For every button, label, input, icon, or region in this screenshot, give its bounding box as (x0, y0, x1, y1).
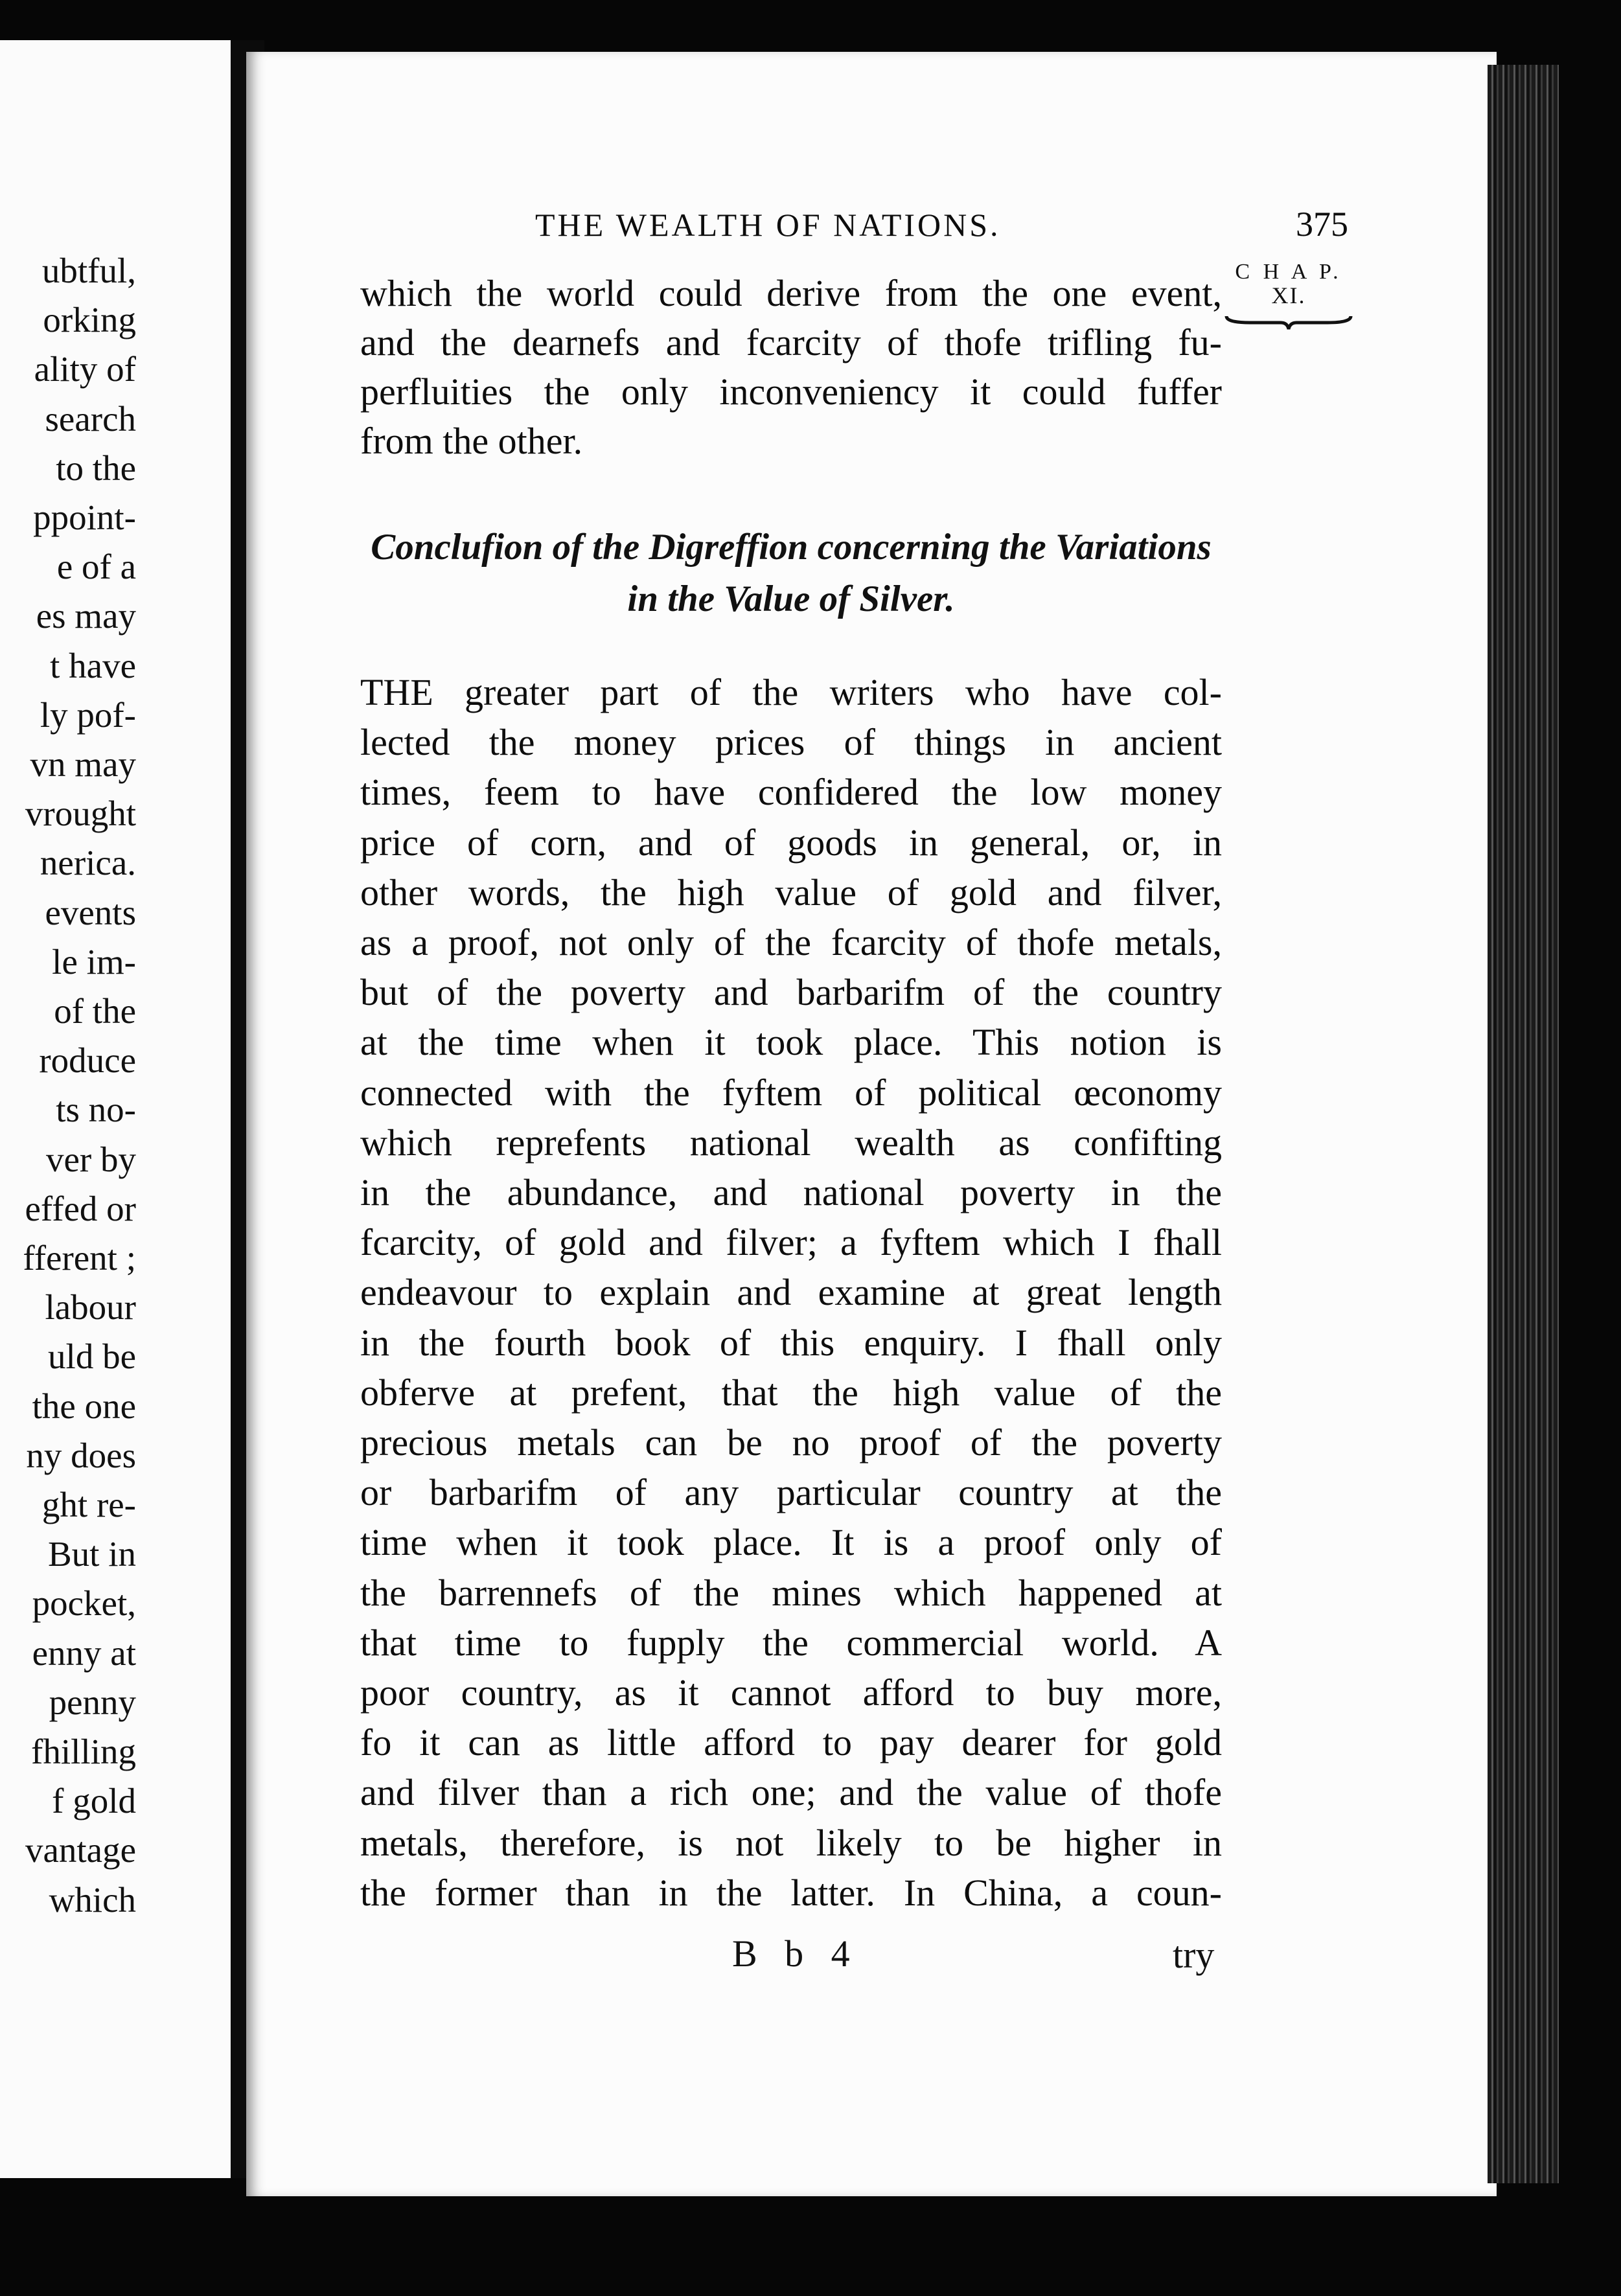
left-page-line: nerica. (40, 843, 136, 883)
body-line: and the dearnefs and fcarcity of thofe trifling fu- (360, 321, 1222, 363)
catchword: try (1173, 1934, 1215, 1976)
paragraph-line: connected with the fyftem of political œconomy (360, 1071, 1222, 1114)
paragraph-line: times, feem to have confidered the low money (360, 771, 1222, 814)
left-page-line: ver by (46, 1139, 136, 1179)
left-page-line: f gold (52, 1781, 136, 1821)
paragraph-line: lected the money prices of things in ancient (360, 721, 1222, 764)
paragraph-line: other words, the high value of gold and filver, (360, 871, 1222, 913)
left-page-line: of the (54, 991, 136, 1031)
paragraph-line: the former than in the latter. In China, a coun- (360, 1871, 1222, 1914)
paragraph-line: metals, therefore, is not likely to be higher in (360, 1821, 1222, 1864)
left-page-line: vn may (30, 744, 136, 784)
left-page-line: fhilling (31, 1732, 136, 1771)
paragraph-line: in the abundance, and national poverty in the (360, 1171, 1222, 1213)
paragraph-line: time when it took place. It is a proof only of (360, 1521, 1222, 1564)
section-heading: Conclufion of the Digreffion concerning the Variations (371, 527, 1212, 568)
left-page-line: enny at (32, 1633, 136, 1673)
chapter-marker (1221, 260, 1357, 330)
left-page-line: ality of (34, 349, 136, 389)
left-page-line: roduce (39, 1040, 136, 1081)
section-heading-line2: in the Value of Silver. (627, 579, 955, 619)
paragraph-line: at the time when it took place. This notion is (360, 1021, 1222, 1064)
paragraph-line: THE greater part of the writers who have col- (360, 671, 1222, 713)
left-page-line: ght re- (41, 1485, 136, 1524)
left-page-text (0, 40, 231, 2178)
paragraph-line: endeavour to explain and examine at great length (360, 1271, 1222, 1314)
left-page-line: e of a (56, 547, 136, 587)
left-page-line: which (49, 1879, 136, 1920)
left-page-line: t have (50, 645, 136, 685)
paragraph-line: that time to fupply the commercial world. A (360, 1621, 1222, 1664)
left-page-line: ny does (26, 1435, 136, 1475)
paragraph-line: poor country, as it cannot afford to buy more, (360, 1671, 1222, 1714)
left-page-line: fferent ; (23, 1238, 136, 1278)
left-page-line: penny (49, 1682, 136, 1722)
paragraph-line: precious metals can be no proof of the poverty (360, 1421, 1222, 1464)
paragraph-line: price of corn, and of goods in general, or, in (360, 821, 1222, 864)
left-page-line: ts no- (56, 1090, 136, 1130)
signature-mark: B b 4 (732, 1933, 859, 1975)
paragraph-line: fo it can as little afford to pay dearer for gold (360, 1721, 1222, 1764)
left-page-line: uld be (48, 1337, 136, 1377)
left-page-line: But in (48, 1534, 136, 1574)
page-number: 375 (1296, 205, 1348, 244)
left-page-line: ppoint- (33, 498, 136, 537)
paragraph-line: as a proof, not only of the fcarcity of thofe metals, (360, 921, 1222, 963)
body-line: which the world could derive from the one event, (360, 272, 1222, 314)
chapter-number: XI. (1271, 282, 1306, 308)
paragraph-line: and filver than a rich one; and the value of thofe (360, 1771, 1222, 1814)
body-line: from the other. (360, 420, 583, 462)
left-page-line: le im- (52, 941, 136, 982)
left-page-line: labour (45, 1287, 136, 1327)
paragraph-line: which reprefents national wealth as confifting (360, 1121, 1222, 1164)
left-page-line: events (45, 892, 136, 932)
paragraph-line: in the fourth book of this enquiry. I fhall only (360, 1321, 1222, 1364)
paragraph-line: the barrennefs of the mines which happened at (360, 1571, 1222, 1614)
left-page-line: es may (36, 596, 136, 636)
left-page-line: vrought (25, 794, 136, 834)
paragraph-line: but of the poverty and barbarifm of the country (360, 971, 1222, 1014)
left-page-line: orking (43, 300, 136, 340)
left-page-line: ly pof- (40, 695, 136, 735)
left-page-line: to the (56, 448, 136, 488)
running-head: THE WEALTH OF NATIONS. (535, 207, 1001, 243)
chapter-label: C H A P. (1235, 260, 1342, 284)
left-page-line: effed or (25, 1188, 136, 1228)
left-page-line: vantage (25, 1830, 136, 1870)
left-page-line: the one (32, 1386, 136, 1426)
left-page-line: ubtful, (41, 251, 136, 290)
left-page-line: search (45, 398, 136, 439)
paragraph-line: or barbarifm of any particular country at the (360, 1471, 1222, 1514)
page-edges (1488, 65, 1559, 2183)
body-line: perfluities the only inconveniency it could fuffer (360, 371, 1222, 413)
brace-icon (1224, 311, 1353, 330)
left-page (0, 40, 233, 2178)
left-page-line: pocket, (32, 1583, 136, 1624)
paragraph-line: obferve at prefent, that the high value of the (360, 1371, 1222, 1414)
paragraph-line: fcarcity, of gold and filver; a fyftem which I fhall (360, 1221, 1222, 1264)
